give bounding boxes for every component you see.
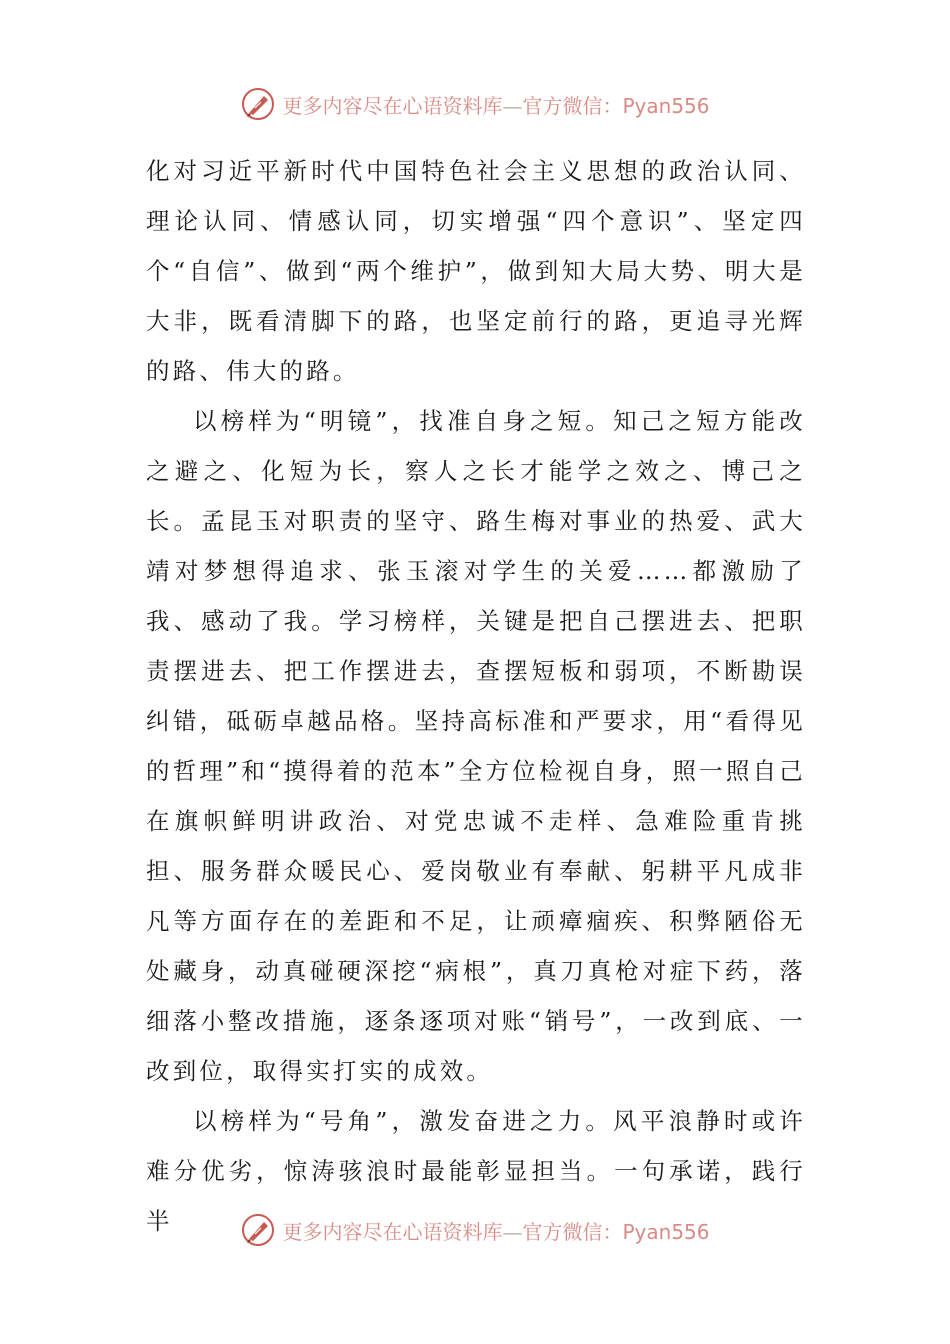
paragraph-1: 化对习近平新时代中国特色社会主义思想的政治认同、理论认同、情感认同，切实增强“四个意识”、坚定四个“自信”、做到“两个维护”，做到知大局大势、明大是大非，既看清脚下的路，也坚定前行的路，更追寻光辉的路、伟大的路。: [146, 157, 806, 385]
watermark-separator: —: [502, 1219, 523, 1244]
footer-watermark: [0, 1210, 950, 1250]
watermark-label: 官方微信：: [522, 1219, 623, 1244]
watermark-text: [282, 1216, 709, 1245]
watermark-text: [282, 90, 709, 119]
watermark-handle: Pyan556: [622, 93, 710, 118]
watermark-label: 官方微信：: [522, 93, 623, 118]
watermark-main-text: 更多内容尽在心语资料库: [282, 93, 503, 118]
pen-nib-logo-icon: [240, 86, 276, 122]
watermark-main-text: 更多内容尽在心语资料库: [282, 1219, 503, 1244]
header-watermark: [0, 84, 950, 124]
watermark-handle: Pyan556: [622, 1219, 710, 1244]
watermark-separator: —: [502, 93, 523, 118]
pen-nib-logo-icon: [240, 1212, 276, 1248]
document-body: [146, 146, 806, 1246]
paragraph-3: 以榜样为“号角”，激发奋进之力。风平浪静时或许难分优劣，惊涛骇浪时最能彰显担当。一句承诺，践行半: [146, 1107, 806, 1235]
paragraph-2: 以榜样为“明镜”，找准自身之短。知己之短方能改之避之、化短为长，察人之长才能学之效之、博己之长。孟昆玉对职责的坚守、路生梅对事业的热爱、武大靖对梦想得追求、张玉滚对学生的关爱……都激励了我、感动了我。学习榜样，关键是把自己摆进去、把职责摆进去、把工作摆进去，查摆短板和弱项，不断勘误纠错，砥砺卓越品格。坚持高标准和严要求，用“看得见的哲理”和“摸得着的范本”全方位检视自身，照一照自己在旗帜鲜明讲政治、对党忠诚不走样、急难险重肯挑担、服务群众暖民心、爱岗敬业有奉献、躬耕平凡成非凡等方面存在的差距和不足，让顽瘴痼疾、积弊陋俗无处藏身，动真碰硬深挖“病根”，真刀真枪对症下药，落细落小整改措施，逐条逐项对账“销号”，一改到底、一改到位，取得实打实的成效。: [146, 407, 806, 1085]
